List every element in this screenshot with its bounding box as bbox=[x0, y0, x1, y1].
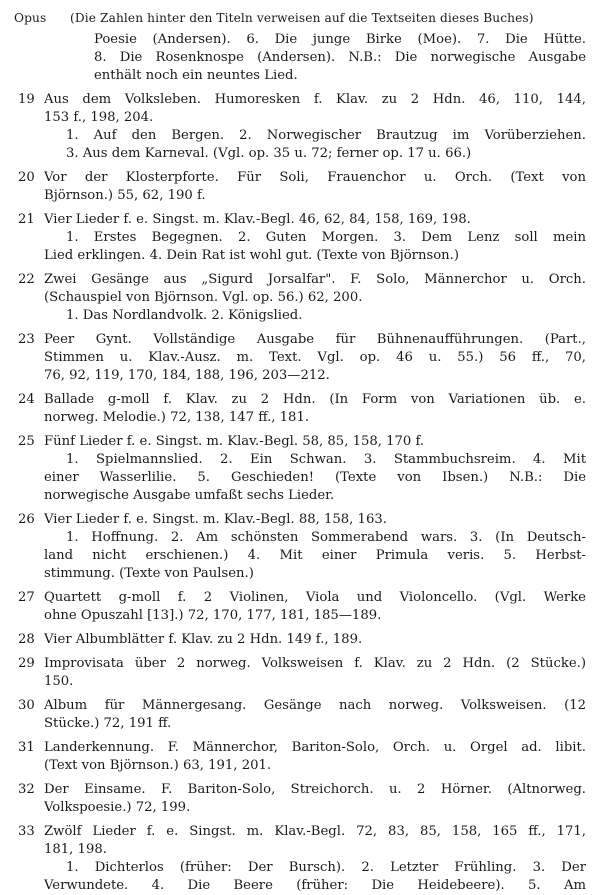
opus-text bbox=[44, 697, 586, 733]
text-line: 3. Aus dem Karneval. (Vgl. op. 35 u. 72; ferner op. 17 u. 66.) bbox=[66, 146, 472, 161]
opus-entry bbox=[14, 631, 586, 649]
text-line: (Schauspiel von Björnson. Vgl. op. 56.) 62, 200. bbox=[44, 290, 363, 305]
opus-text bbox=[44, 631, 586, 649]
text-line: Improvisata über 2 norweg. Volksweisen f. Klav. zu 2 Hdn. (2 Stücke.) bbox=[44, 656, 586, 671]
opus-text bbox=[44, 391, 586, 427]
opus-entry bbox=[14, 271, 586, 325]
opus-number: 26 bbox=[18, 512, 35, 527]
opus-text bbox=[44, 211, 586, 265]
text-line: Verwundete. 4. Die Beere (früher: Die Heidebeere). 5. Am bbox=[44, 878, 586, 893]
opus-entry bbox=[14, 91, 586, 163]
opus-number: 23 bbox=[18, 332, 35, 347]
opus-entry bbox=[14, 655, 586, 691]
opus-entry bbox=[14, 211, 586, 265]
text-line: 1. Erstes Begegnen. 2. Guten Morgen. 3. Dem Lenz soll mein bbox=[66, 230, 586, 245]
text-line: norweg. Melodie.) 72, 138, 147 ff., 181. bbox=[44, 410, 310, 425]
opus-number: 32 bbox=[18, 782, 35, 797]
text-line: Vor der Klosterpforte. Für Soli, Frauenchor u. Orch. (Text von bbox=[44, 170, 586, 185]
text-line: 1. Spielmannslied. 2. Ein Schwan. 3. Stammbuchsreim. 4. Mit bbox=[66, 452, 586, 467]
opus-text bbox=[44, 781, 586, 817]
text-line: Vier Albumblätter f. Klav. zu 2 Hdn. 149 f., 189. bbox=[44, 632, 363, 647]
text-line: Stimmen u. Klav.-Ausz. m. Text. Vgl. op. 46 u. 55.) 56 ff., 70, bbox=[44, 350, 586, 365]
text-line: Landerkennung. F. Männerchor, Bariton-Solo, Orch. u. Orgel ad. libit. bbox=[44, 740, 586, 755]
opus-text bbox=[44, 91, 586, 163]
text-line: 1. Das Nordlandvolk. 2. Königslied. bbox=[66, 308, 303, 323]
text-line: Album für Männergesang. Gesänge nach norweg. Volksweisen. (12 bbox=[44, 698, 586, 713]
opus-text bbox=[44, 823, 586, 895]
text-line: norwegische Ausgabe umfaßt sechs Lieder. bbox=[44, 488, 335, 503]
opus-text bbox=[44, 589, 586, 625]
text-line: 181, 198. bbox=[44, 842, 107, 857]
text-line: 1. Hoffnung. 2. Am schönsten Sommerabend wars. 3. (In Deutsch- bbox=[66, 530, 586, 545]
opus-text bbox=[44, 433, 586, 505]
text-line: enthält noch ein neuntes Lied. bbox=[94, 68, 298, 83]
text-line: Peer Gynt. Vollständige Ausgabe für Bühnenaufführungen. (Part., bbox=[44, 332, 586, 347]
continuation-block bbox=[14, 31, 586, 85]
opus-entry bbox=[14, 781, 586, 817]
text-line: 76, 92, 119, 170, 184, 188, 196, 203—212. bbox=[44, 368, 330, 383]
text-line: 8. Die Rosenknospe (Andersen). N.B.: Die norwegische Ausgabe bbox=[94, 50, 586, 65]
opus-entry bbox=[14, 169, 586, 205]
opus-number: 28 bbox=[18, 632, 35, 647]
opus-column-label: Opus bbox=[14, 11, 47, 25]
opus-number: 27 bbox=[18, 590, 35, 605]
opus-text bbox=[44, 169, 586, 205]
text-line: Vier Lieder f. e. Singst. m. Klav.-Begl. 88, 158, 163. bbox=[44, 512, 387, 527]
text-line: land nicht erschienen.) 4. Mit einer Primula veris. 5. Herbst- bbox=[44, 548, 586, 563]
opus-entry bbox=[14, 823, 586, 895]
text-line: Lied erklingen. 4. Dein Rat ist wohl gut. (Texte von Björnson.) bbox=[44, 248, 460, 263]
opus-number: 31 bbox=[18, 740, 35, 755]
text-line: 150. bbox=[44, 674, 74, 689]
opus-entry bbox=[14, 739, 586, 775]
opus-number: 19 bbox=[18, 92, 35, 107]
opus-text bbox=[44, 331, 586, 385]
opus-number: 22 bbox=[18, 272, 35, 287]
text-line: Fünf Lieder f. e. Singst. m. Klav.-Begl. 58, 85, 158, 170 f. bbox=[44, 434, 425, 449]
text-line: Volkspoesie.) 72, 199. bbox=[44, 800, 191, 815]
opus-text bbox=[44, 655, 586, 691]
text-line: Björnson.) 55, 62, 190 f. bbox=[44, 188, 206, 203]
opus-entry bbox=[14, 697, 586, 733]
opus-entry bbox=[14, 511, 586, 583]
text-line: Poesie (Andersen). 6. Die junge Birke (Moe). 7. Die Hütte. bbox=[94, 32, 586, 47]
text-line: ohne Opuszahl [13].) 72, 170, 177, 181, 185—189. bbox=[44, 608, 382, 623]
text-line: 1. Auf den Bergen. 2. Norwegischer Brautzug im Vorüberziehen. bbox=[66, 128, 586, 143]
opus-number: 25 bbox=[18, 434, 35, 449]
text-line: Der Einsame. F. Bariton-Solo, Streichorch. u. 2 Hörner. (Altnorweg. bbox=[44, 782, 586, 797]
opus-entry bbox=[14, 331, 586, 385]
text-line: 153 f., 198, 204. bbox=[44, 110, 154, 125]
opus-entry bbox=[14, 589, 586, 625]
text-line: Zwölf Lieder f. e. Singst. m. Klav.-Begl. 72, 83, 85, 158, 165 ff., 171, bbox=[44, 824, 586, 839]
opus-text bbox=[44, 739, 586, 775]
text-line: 1. Dichterlos (früher: Der Bursch). 2. Letzter Frühling. 3. Der bbox=[66, 860, 586, 875]
opus-text bbox=[44, 511, 586, 583]
text-line: Ballade g-moll f. Klav. zu 2 Hdn. (In Form von Variationen üb. e. bbox=[44, 392, 586, 407]
text-line: (Text von Björnson.) 63, 191, 201. bbox=[44, 758, 272, 773]
opus-text bbox=[44, 271, 586, 325]
opus-number: 29 bbox=[18, 656, 35, 671]
opus-number: 30 bbox=[18, 698, 35, 713]
text-line: einer Wasserlilie. 5. Geschieden! (Texte von Ibsen.) N.B.: Die bbox=[44, 470, 586, 485]
opus-number: 33 bbox=[18, 824, 35, 839]
header-note: (Die Zahlen hinter den Titeln verweisen auf die Textseiten dieses Buches) bbox=[70, 11, 534, 25]
opus-number: 24 bbox=[18, 392, 35, 407]
opus-number: 20 bbox=[18, 170, 35, 185]
text-line: Zwei Gesänge aus „Sigurd Jorsalfar". F. Solo, Männerchor u. Orch. bbox=[44, 272, 586, 287]
text-line: Stücke.) 72, 191 ff. bbox=[44, 716, 172, 731]
opus-entry bbox=[14, 433, 586, 505]
text-line: Aus dem Volksleben. Humoresken f. Klav. zu 2 Hdn. 46, 110, 144, bbox=[44, 92, 586, 107]
text-line: Quartett g-moll f. 2 Violinen, Viola und Violoncello. (Vgl. Werke bbox=[44, 590, 586, 605]
text-line: Vier Lieder f. e. Singst. m. Klav.-Begl. 46, 62, 84, 158, 169, 198. bbox=[44, 212, 471, 227]
page-header bbox=[14, 10, 586, 26]
opus-number: 21 bbox=[18, 212, 35, 227]
opus-entry bbox=[14, 391, 586, 427]
text-line: stimmung. (Texte von Paulsen.) bbox=[44, 566, 254, 581]
